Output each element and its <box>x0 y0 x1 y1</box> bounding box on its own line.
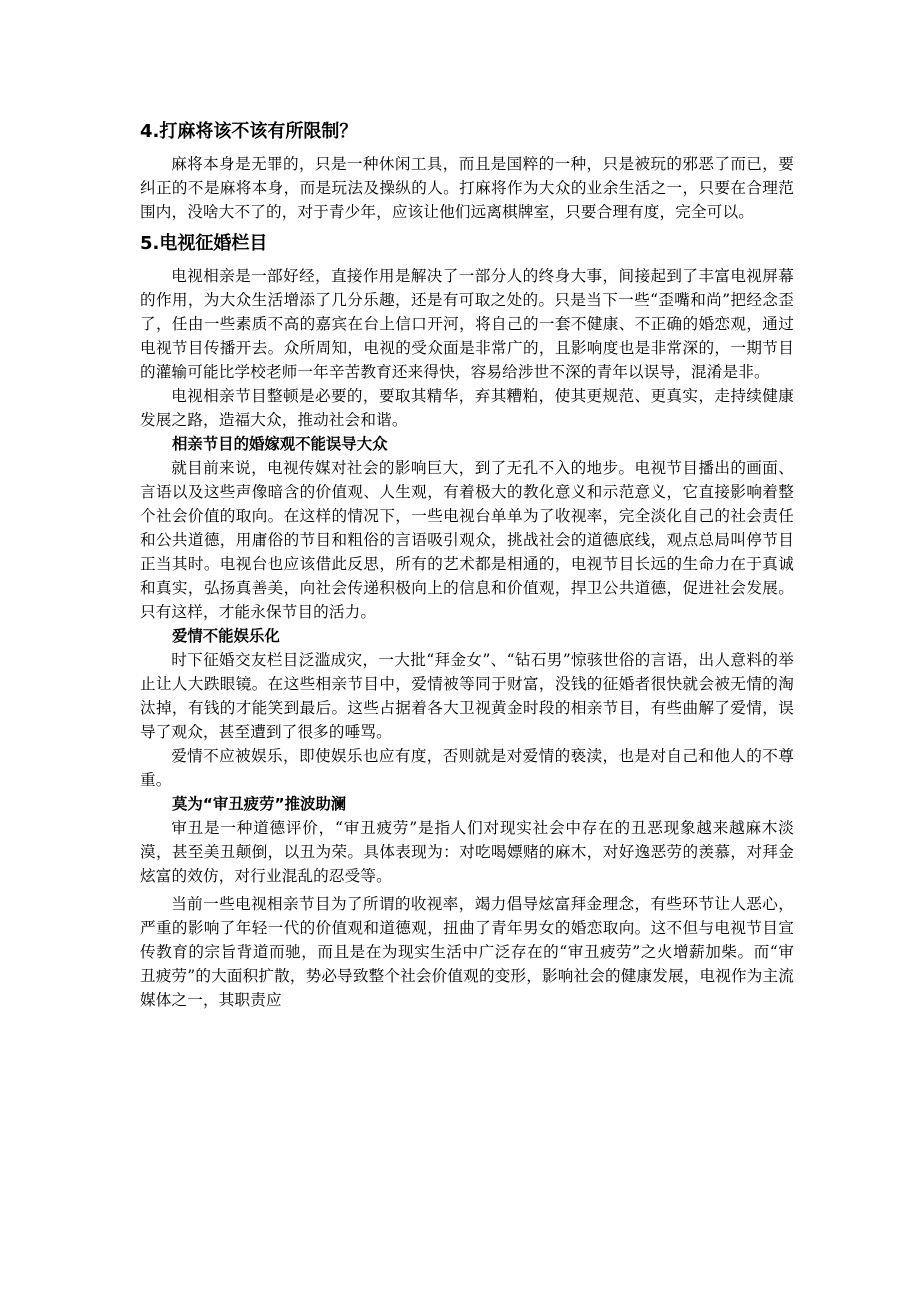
section-5-paragraph: 电视相亲节目整顿是必要的，要取其精华，弃其糟粕，使其更规范、更真实，走持续健康发展之路，造福大众，推动社会和谐。 <box>140 387 794 429</box>
subsection-paragraph: 就目前来说，电视传媒对社会的影响巨大，到了无孔不入的地步。电视节目播出的画面、言语以及这些声像暗含的价值观、人生观，有着极大的教化意义和示范意义，它直接影响着整个社会价值的取向。在这样的情况下，一些电视台单单为了收视率，完全淡化自己的社会责任和公共道德，用庸俗的节目和粗俗的言语吸引观众，挑战社会的道德底线，观点总局叫停节目正当其时。电视台也应该借此反思，所有的艺术都是相通的，电视节目长远的生命力在于真诚和真实，弘扬真善美，向社会传递积极向上的信息和价值观，捍卫公共道德，促进社会发展。只有这样，才能永保节目的活力。 <box>140 459 794 621</box>
subsection-heading-love-entertainment: 爱情不能娱乐化 <box>172 627 280 645</box>
section-4-heading: 4.打麻将该不该有所限制？ <box>140 121 358 142</box>
section-5-heading: 5.电视征婚栏目 <box>140 233 268 254</box>
subsection-paragraph: 爱情不应被娱乐，即使娱乐也应有度，否则就是对爱情的亵渎，也是对自己和他人的不尊重。 <box>140 747 794 789</box>
subsection-paragraph: 当前一些电视相亲节目为了所谓的收视率，竭力倡导炫富拜金理念，有些环节让人恶心，严重的影响了年轻一代的价值观和道德观，扭曲了青年男女的婚恋取向。这不但与电视节目宣传教育的宗旨背道而驰，而且是在为现实生活中广泛存在的“审丑疲劳”之火增薪加柴。而“审丑疲劳”的大面积扩散，势必导致整个社会价值观的变形，影响社会的健康发展，电视作为主流媒体之一，其职责应 <box>140 895 794 1009</box>
subsection-heading-ugliness-fatigue: 莫为“审丑疲劳”推波助澜 <box>172 795 347 813</box>
subsection-heading-marriage-view: 相亲节目的婚嫁观不能误导大众 <box>172 435 388 453</box>
subsection-paragraph: 审丑是一种道德评价，“审丑疲劳”是指人们对现实社会中存在的丑恶现象越来越麻木淡漠，甚至美丑颠倒，以丑为荣。具体表现为：对吃喝嫖赌的麻木，对好逸恶劳的羡慕，对拜金炫富的效仿，对行业混乱的忍受等。 <box>140 819 794 885</box>
subsection-paragraph: 时下征婚交友栏目泛滥成灾，一大批“拜金女”、“钻石男”惊骇世俗的言语，出人意料的举止让人大跌眼镜。在这些相亲节目中，爱情被等同于财富，没钱的征婚者很快就会被无情的淘汰掉，有钱的才能笑到最后。这些占据着各大卫视黄金时段的相亲节目，有些曲解了爱情，误导了观众，甚至遭到了很多的唾骂。 <box>140 651 794 741</box>
document-page <box>140 118 794 1012</box>
section-5-paragraph: 电视相亲是一部好经，直接作用是解决了一部分人的终身大事，间接起到了丰富电视屏幕的作用，为大众生活增添了几分乐趣，还是有可取之处的。只是当下一些“歪嘴和尚”把经念歪了，任由一些素质不高的嘉宾在台上信口开河，将自己的一套不健康、不正确的婚恋观，通过电视节目传播开去。众所周知，电视的受众面是非常广的，且影响度也是非常深的，一期节目的灌输可能比学校老师一年辛苦教育还来得快，容易给涉世不深的青年以误导，混淆是非。 <box>140 267 794 381</box>
section-4-paragraph: 麻将本身是无罪的，只是一种休闲工具，而且是国粹的一种，只是被玩的邪恶了而已，要纠正的不是麻将本身，而是玩法及操纵的人。打麻将作为大众的业余生活之一，只要在合理范围内，没啥大不了的，对于青少年，应该让他们远离棋牌室，只要合理有度，完全可以。 <box>140 155 794 221</box>
